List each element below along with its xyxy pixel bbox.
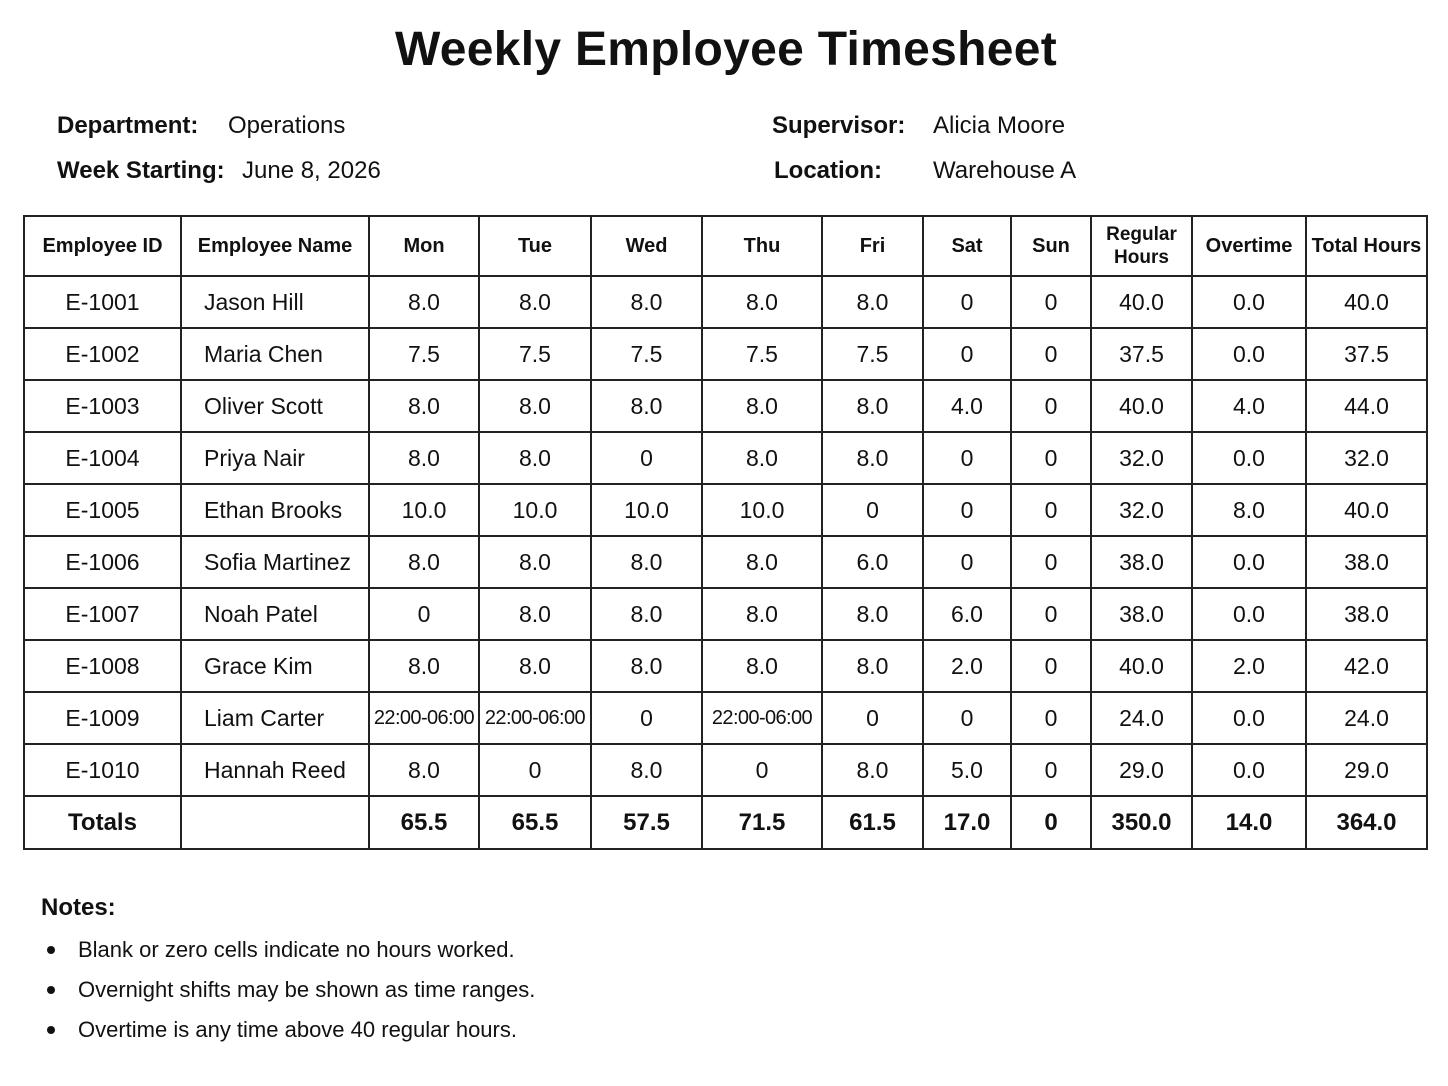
header-tue: Tue bbox=[479, 216, 591, 276]
totals-cell: 14.0 bbox=[1192, 796, 1306, 849]
cell-fri: 8.0 bbox=[822, 276, 923, 328]
cell-employee-name: Hannah Reed bbox=[181, 744, 369, 796]
location-value: Warehouse A bbox=[933, 157, 1077, 184]
cell-fri: 7.5 bbox=[822, 328, 923, 380]
cell-overtime: 0.0 bbox=[1192, 276, 1306, 328]
table-header-row bbox=[24, 216, 1427, 276]
note-item bbox=[47, 970, 535, 1010]
table-row bbox=[24, 536, 1427, 588]
cell-overtime: 2.0 bbox=[1192, 640, 1306, 692]
cell-tue: 8.0 bbox=[479, 640, 591, 692]
supervisor-value: Alicia Moore bbox=[933, 112, 1066, 139]
note-item bbox=[47, 1010, 535, 1050]
totals-cell: 65.5 bbox=[369, 796, 479, 849]
header-fri: Fri bbox=[822, 216, 923, 276]
totals-cell: 61.5 bbox=[822, 796, 923, 849]
cell-tue: 8.0 bbox=[479, 380, 591, 432]
cell-total-hours: 32.0 bbox=[1306, 432, 1427, 484]
cell-sat: 0 bbox=[923, 692, 1011, 744]
cell-thu: 8.0 bbox=[702, 640, 822, 692]
cell-sun: 0 bbox=[1011, 588, 1091, 640]
cell-mon: 8.0 bbox=[369, 640, 479, 692]
notes-title: Notes: bbox=[41, 894, 116, 921]
cell-overtime: 0.0 bbox=[1192, 692, 1306, 744]
header-employee-name: Employee Name bbox=[181, 216, 369, 276]
header-sat: Sat bbox=[923, 216, 1011, 276]
cell-regular-hours: 32.0 bbox=[1091, 484, 1192, 536]
totals-cell: 350.0 bbox=[1091, 796, 1192, 849]
cell-wed: 10.0 bbox=[591, 484, 702, 536]
cell-employee-name: Grace Kim bbox=[181, 640, 369, 692]
cell-tue: 22:00-06:00 bbox=[479, 692, 591, 744]
cell-fri: 6.0 bbox=[822, 536, 923, 588]
cell-fri: 8.0 bbox=[822, 640, 923, 692]
cell-employee-id: E-1005 bbox=[24, 484, 181, 536]
cell-tue: 0 bbox=[479, 744, 591, 796]
table-row bbox=[24, 328, 1427, 380]
header-regular-hours: Regular Hours bbox=[1091, 216, 1192, 276]
cell-sat: 6.0 bbox=[923, 588, 1011, 640]
table-row bbox=[24, 640, 1427, 692]
cell-employee-id: E-1002 bbox=[24, 328, 181, 380]
cell-employee-name: Maria Chen bbox=[181, 328, 369, 380]
bullet-icon bbox=[47, 986, 55, 994]
cell-sat: 0 bbox=[923, 536, 1011, 588]
cell-mon: 8.0 bbox=[369, 432, 479, 484]
cell-wed: 8.0 bbox=[591, 536, 702, 588]
cell-regular-hours: 38.0 bbox=[1091, 536, 1192, 588]
cell-thu: 8.0 bbox=[702, 536, 822, 588]
header-employee-id: Employee ID bbox=[24, 216, 181, 276]
cell-wed: 0 bbox=[591, 432, 702, 484]
week-starting-value: June 8, 2026 bbox=[242, 157, 381, 184]
cell-sun: 0 bbox=[1011, 744, 1091, 796]
header-wed: Wed bbox=[591, 216, 702, 276]
cell-mon: 7.5 bbox=[369, 328, 479, 380]
cell-employee-name: Noah Patel bbox=[181, 588, 369, 640]
bullet-icon bbox=[47, 946, 55, 954]
cell-overtime: 0.0 bbox=[1192, 536, 1306, 588]
table-body bbox=[24, 276, 1427, 796]
cell-sat: 0 bbox=[923, 432, 1011, 484]
cell-fri: 8.0 bbox=[822, 744, 923, 796]
cell-employee-id: E-1007 bbox=[24, 588, 181, 640]
cell-sun: 0 bbox=[1011, 692, 1091, 744]
week-starting-label: Week Starting: bbox=[57, 157, 225, 184]
cell-wed: 8.0 bbox=[591, 380, 702, 432]
cell-thu: 8.0 bbox=[702, 588, 822, 640]
cell-regular-hours: 40.0 bbox=[1091, 276, 1192, 328]
cell-regular-hours: 29.0 bbox=[1091, 744, 1192, 796]
cell-wed: 8.0 bbox=[591, 588, 702, 640]
cell-mon: 8.0 bbox=[369, 744, 479, 796]
cell-sat: 0 bbox=[923, 276, 1011, 328]
totals-cell bbox=[181, 796, 369, 849]
cell-tue: 8.0 bbox=[479, 536, 591, 588]
cell-sat: 2.0 bbox=[923, 640, 1011, 692]
cell-fri: 0 bbox=[822, 484, 923, 536]
table-row bbox=[24, 276, 1427, 328]
table-row bbox=[24, 588, 1427, 640]
cell-overtime: 0.0 bbox=[1192, 328, 1306, 380]
cell-fri: 8.0 bbox=[822, 432, 923, 484]
cell-total-hours: 29.0 bbox=[1306, 744, 1427, 796]
cell-total-hours: 38.0 bbox=[1306, 536, 1427, 588]
cell-regular-hours: 24.0 bbox=[1091, 692, 1192, 744]
totals-cell: 364.0 bbox=[1306, 796, 1427, 849]
cell-sun: 0 bbox=[1011, 380, 1091, 432]
header-total-hours: Total Hours bbox=[1306, 216, 1427, 276]
cell-regular-hours: 37.5 bbox=[1091, 328, 1192, 380]
cell-thu: 10.0 bbox=[702, 484, 822, 536]
cell-total-hours: 38.0 bbox=[1306, 588, 1427, 640]
cell-tue: 10.0 bbox=[479, 484, 591, 536]
cell-sun: 0 bbox=[1011, 432, 1091, 484]
cell-fri: 0 bbox=[822, 692, 923, 744]
note-item bbox=[47, 930, 535, 970]
cell-regular-hours: 38.0 bbox=[1091, 588, 1192, 640]
cell-overtime: 8.0 bbox=[1192, 484, 1306, 536]
totals-cell: 71.5 bbox=[702, 796, 822, 849]
cell-total-hours: 40.0 bbox=[1306, 276, 1427, 328]
totals-label: Totals bbox=[24, 796, 181, 849]
page-title: Weekly Employee Timesheet bbox=[394, 23, 1058, 76]
totals-cell: 57.5 bbox=[591, 796, 702, 849]
cell-mon: 8.0 bbox=[369, 276, 479, 328]
location-label: Location: bbox=[774, 157, 882, 184]
cell-regular-hours: 40.0 bbox=[1091, 640, 1192, 692]
cell-sat: 0 bbox=[923, 484, 1011, 536]
cell-thu: 8.0 bbox=[702, 276, 822, 328]
totals-cell: 0 bbox=[1011, 796, 1091, 849]
cell-total-hours: 44.0 bbox=[1306, 380, 1427, 432]
totals-cell: 17.0 bbox=[923, 796, 1011, 849]
cell-total-hours: 42.0 bbox=[1306, 640, 1427, 692]
cell-wed: 7.5 bbox=[591, 328, 702, 380]
header-overtime: Overtime bbox=[1192, 216, 1306, 276]
cell-overtime: 0.0 bbox=[1192, 744, 1306, 796]
cell-wed: 8.0 bbox=[591, 640, 702, 692]
totals-row bbox=[24, 796, 1427, 849]
cell-employee-id: E-1001 bbox=[24, 276, 181, 328]
cell-employee-name: Sofia Martinez bbox=[181, 536, 369, 588]
header-sun: Sun bbox=[1011, 216, 1091, 276]
cell-mon: 10.0 bbox=[369, 484, 479, 536]
cell-employee-id: E-1008 bbox=[24, 640, 181, 692]
cell-tue: 7.5 bbox=[479, 328, 591, 380]
cell-total-hours: 24.0 bbox=[1306, 692, 1427, 744]
cell-overtime: 4.0 bbox=[1192, 380, 1306, 432]
cell-sun: 0 bbox=[1011, 328, 1091, 380]
cell-overtime: 0.0 bbox=[1192, 432, 1306, 484]
cell-overtime: 0.0 bbox=[1192, 588, 1306, 640]
cell-tue: 8.0 bbox=[479, 432, 591, 484]
cell-employee-name: Priya Nair bbox=[181, 432, 369, 484]
table-row bbox=[24, 484, 1427, 536]
table-row bbox=[24, 692, 1427, 744]
cell-mon: 0 bbox=[369, 588, 479, 640]
cell-employee-name: Oliver Scott bbox=[181, 380, 369, 432]
cell-sun: 0 bbox=[1011, 484, 1091, 536]
notes-list bbox=[47, 930, 535, 1050]
cell-total-hours: 37.5 bbox=[1306, 328, 1427, 380]
cell-employee-id: E-1003 bbox=[24, 380, 181, 432]
note-text: Overtime is any time above 40 regular hours. bbox=[78, 1017, 517, 1042]
cell-employee-id: E-1009 bbox=[24, 692, 181, 744]
cell-sun: 0 bbox=[1011, 276, 1091, 328]
totals-cell: 65.5 bbox=[479, 796, 591, 849]
table-row bbox=[24, 380, 1427, 432]
timesheet-table bbox=[23, 215, 1428, 850]
cell-employee-id: E-1010 bbox=[24, 744, 181, 796]
cell-regular-hours: 40.0 bbox=[1091, 380, 1192, 432]
cell-tue: 8.0 bbox=[479, 588, 591, 640]
department-value: Operations bbox=[228, 112, 346, 139]
bullet-icon bbox=[47, 1026, 55, 1034]
note-text: Blank or zero cells indicate no hours worked. bbox=[78, 937, 515, 962]
cell-tue: 8.0 bbox=[479, 276, 591, 328]
cell-thu: 0 bbox=[702, 744, 822, 796]
cell-sun: 0 bbox=[1011, 640, 1091, 692]
note-text: Overnight shifts may be shown as time ranges. bbox=[78, 977, 536, 1002]
cell-wed: 0 bbox=[591, 692, 702, 744]
header-mon: Mon bbox=[369, 216, 479, 276]
cell-mon: 22:00-06:00 bbox=[369, 692, 479, 744]
cell-sat: 5.0 bbox=[923, 744, 1011, 796]
cell-employee-name: Ethan Brooks bbox=[181, 484, 369, 536]
cell-total-hours: 40.0 bbox=[1306, 484, 1427, 536]
cell-thu: 8.0 bbox=[702, 432, 822, 484]
cell-regular-hours: 32.0 bbox=[1091, 432, 1192, 484]
cell-mon: 8.0 bbox=[369, 536, 479, 588]
cell-wed: 8.0 bbox=[591, 276, 702, 328]
cell-mon: 8.0 bbox=[369, 380, 479, 432]
cell-fri: 8.0 bbox=[822, 588, 923, 640]
supervisor-label: Supervisor: bbox=[772, 112, 906, 139]
cell-sun: 0 bbox=[1011, 536, 1091, 588]
cell-employee-id: E-1004 bbox=[24, 432, 181, 484]
department-label: Department: bbox=[57, 112, 199, 139]
cell-employee-name: Liam Carter bbox=[181, 692, 369, 744]
header-thu: Thu bbox=[702, 216, 822, 276]
cell-fri: 8.0 bbox=[822, 380, 923, 432]
cell-employee-id: E-1006 bbox=[24, 536, 181, 588]
cell-thu: 7.5 bbox=[702, 328, 822, 380]
cell-thu: 8.0 bbox=[702, 380, 822, 432]
cell-sat: 4.0 bbox=[923, 380, 1011, 432]
cell-sat: 0 bbox=[923, 328, 1011, 380]
cell-thu: 22:00-06:00 bbox=[702, 692, 822, 744]
cell-wed: 8.0 bbox=[591, 744, 702, 796]
cell-employee-name: Jason Hill bbox=[181, 276, 369, 328]
table-row bbox=[24, 744, 1427, 796]
table-row bbox=[24, 432, 1427, 484]
